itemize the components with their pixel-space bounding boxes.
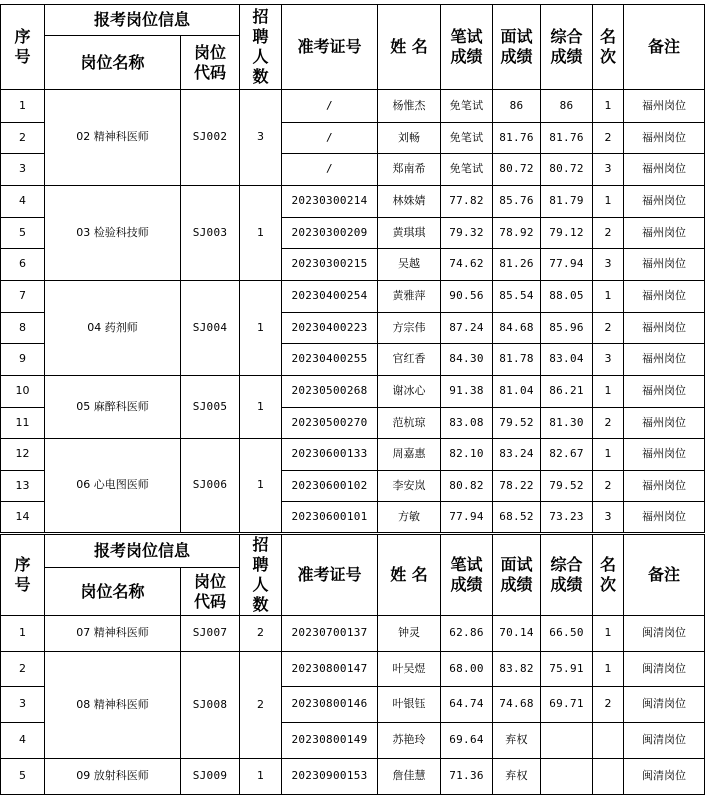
table-row bbox=[1, 439, 705, 471]
cell-seq: 5 bbox=[1, 759, 45, 795]
cell-interview-score: 74.68 bbox=[493, 687, 541, 723]
cell-post-code: SJ002 bbox=[181, 90, 240, 186]
cell-note: 福州岗位 bbox=[624, 408, 705, 439]
cell-post-code: SJ007 bbox=[181, 616, 240, 652]
cell-note: 闽清岗位 bbox=[624, 723, 705, 759]
cell-post-code: SJ006 bbox=[181, 439, 240, 533]
cell-total-score: 75.91 bbox=[541, 652, 593, 687]
cell-post-code: SJ009 bbox=[181, 759, 240, 795]
cell-total-score: 81.76 bbox=[541, 123, 593, 154]
cell-written-score: 69.64 bbox=[441, 723, 493, 759]
cell-exam-id: 20230800149 bbox=[282, 723, 378, 759]
table-row bbox=[1, 90, 705, 123]
cell-post-name: 09 放射科医师 bbox=[45, 759, 181, 795]
cell-written-score: 84.30 bbox=[441, 344, 493, 376]
cell-seq: 1 bbox=[1, 616, 45, 652]
cell-hires: 1 bbox=[240, 759, 282, 795]
cell-rank: 2 bbox=[593, 471, 624, 502]
header-note: 备注 bbox=[624, 5, 705, 90]
cell-interview-score: 85.76 bbox=[493, 186, 541, 218]
cell-post-name: 05 麻醉科医师 bbox=[45, 376, 181, 439]
header-post-name: 岗位名称 bbox=[45, 568, 181, 616]
cell-interview-score: 68.52 bbox=[493, 502, 541, 533]
cell-exam-id: / bbox=[282, 154, 378, 186]
header-post-name: 岗位名称 bbox=[45, 36, 181, 90]
cell-total-score: 66.50 bbox=[541, 616, 593, 652]
cell-written-score: 90.56 bbox=[441, 281, 493, 313]
cell-interview-score: 70.14 bbox=[493, 616, 541, 652]
cell-post-code: SJ008 bbox=[181, 652, 240, 759]
cell-exam-id: 20230500268 bbox=[282, 376, 378, 408]
cell-exam-id: 20230800146 bbox=[282, 687, 378, 723]
cell-written-score: 68.00 bbox=[441, 652, 493, 687]
cell-name: 黄琪琪 bbox=[378, 218, 441, 249]
header-name: 姓 名 bbox=[378, 5, 441, 90]
cell-interview-score: 78.92 bbox=[493, 218, 541, 249]
cell-name: 叶吴煜 bbox=[378, 652, 441, 687]
cell-total-score: 81.79 bbox=[541, 186, 593, 218]
cell-name: 李安岚 bbox=[378, 471, 441, 502]
cell-rank: 1 bbox=[593, 652, 624, 687]
cell-rank: 2 bbox=[593, 123, 624, 154]
table-row bbox=[1, 652, 705, 687]
header-post-code: 岗位代码 bbox=[181, 36, 240, 90]
cell-exam-id: 20230600101 bbox=[282, 502, 378, 533]
cell-interview-score: 86 bbox=[493, 90, 541, 123]
cell-note: 福州岗位 bbox=[624, 313, 705, 344]
header-total-score: 综合成绩 bbox=[541, 5, 593, 90]
cell-note: 福州岗位 bbox=[624, 439, 705, 471]
cell-name: 刘畅 bbox=[378, 123, 441, 154]
cell-total-score: 80.72 bbox=[541, 154, 593, 186]
cell-rank: 3 bbox=[593, 502, 624, 533]
cell-interview-score: 80.72 bbox=[493, 154, 541, 186]
cell-post-name: 03 检验科技师 bbox=[45, 186, 181, 281]
cell-written-score: 77.82 bbox=[441, 186, 493, 218]
header-note: 备注 bbox=[624, 535, 705, 616]
cell-interview-score: 81.04 bbox=[493, 376, 541, 408]
cell-seq: 12 bbox=[1, 439, 45, 471]
cell-seq: 6 bbox=[1, 249, 45, 281]
cell-hires: 1 bbox=[240, 376, 282, 439]
cell-seq: 1 bbox=[1, 90, 45, 123]
cell-total-score: 79.52 bbox=[541, 471, 593, 502]
cell-seq: 3 bbox=[1, 687, 45, 723]
cell-exam-id: 20230700137 bbox=[282, 616, 378, 652]
header-total-score: 综合成绩 bbox=[541, 535, 593, 616]
header-interview-score: 面试成绩 bbox=[493, 535, 541, 616]
cell-seq: 4 bbox=[1, 186, 45, 218]
cell-name: 郑南希 bbox=[378, 154, 441, 186]
header-post-info: 报考岗位信息 bbox=[45, 535, 240, 568]
cell-post-code: SJ004 bbox=[181, 281, 240, 376]
cell-total-score: 86.21 bbox=[541, 376, 593, 408]
cell-seq: 8 bbox=[1, 313, 45, 344]
cell-rank: 3 bbox=[593, 344, 624, 376]
header-seq: 序号 bbox=[1, 5, 45, 90]
cell-hires: 3 bbox=[240, 90, 282, 186]
cell-rank bbox=[593, 759, 624, 795]
cell-written-score: 83.08 bbox=[441, 408, 493, 439]
cell-interview-score: 81.76 bbox=[493, 123, 541, 154]
cell-seq: 13 bbox=[1, 471, 45, 502]
cell-seq: 14 bbox=[1, 502, 45, 533]
cell-post-name: 07 精神科医师 bbox=[45, 616, 181, 652]
header-rank: 名次 bbox=[593, 5, 624, 90]
table-row bbox=[1, 186, 705, 218]
header-rank: 名次 bbox=[593, 535, 624, 616]
cell-name: 谢冰心 bbox=[378, 376, 441, 408]
cell-hires: 1 bbox=[240, 186, 282, 281]
cell-name: 林姝婧 bbox=[378, 186, 441, 218]
cell-rank: 2 bbox=[593, 313, 624, 344]
cell-note: 福州岗位 bbox=[624, 502, 705, 533]
cell-interview-score: 81.78 bbox=[493, 344, 541, 376]
table-row bbox=[1, 376, 705, 408]
header-post-code: 岗位代码 bbox=[181, 568, 240, 616]
cell-total-score: 77.94 bbox=[541, 249, 593, 281]
cell-rank: 2 bbox=[593, 687, 624, 723]
header-exam-id: 准考证号 bbox=[282, 5, 378, 90]
cell-note: 闽清岗位 bbox=[624, 759, 705, 795]
cell-total-score bbox=[541, 759, 593, 795]
cell-seq: 10 bbox=[1, 376, 45, 408]
cell-post-code: SJ005 bbox=[181, 376, 240, 439]
cell-exam-id: 20230300214 bbox=[282, 186, 378, 218]
cell-name: 叶银钰 bbox=[378, 687, 441, 723]
cell-note: 福州岗位 bbox=[624, 471, 705, 502]
cell-exam-id: 20230500270 bbox=[282, 408, 378, 439]
cell-hires: 1 bbox=[240, 439, 282, 533]
cell-post-name: 04 药剂师 bbox=[45, 281, 181, 376]
cell-name: 方宗伟 bbox=[378, 313, 441, 344]
cell-total-score: 86 bbox=[541, 90, 593, 123]
header-exam-id: 准考证号 bbox=[282, 535, 378, 616]
cell-note: 福州岗位 bbox=[624, 281, 705, 313]
cell-exam-id: 20230300215 bbox=[282, 249, 378, 281]
header-hires: 招聘人数 bbox=[240, 535, 282, 616]
cell-written-score: 87.24 bbox=[441, 313, 493, 344]
cell-exam-id: 20230600102 bbox=[282, 471, 378, 502]
cell-note: 福州岗位 bbox=[624, 90, 705, 123]
cell-total-score: 88.05 bbox=[541, 281, 593, 313]
cell-written-score: 82.10 bbox=[441, 439, 493, 471]
cell-exam-id: 20230800147 bbox=[282, 652, 378, 687]
cell-interview-score: 弃权 bbox=[493, 723, 541, 759]
cell-seq: 3 bbox=[1, 154, 45, 186]
cell-name: 詹佳慧 bbox=[378, 759, 441, 795]
cell-note: 福州岗位 bbox=[624, 376, 705, 408]
cell-interview-score: 弃权 bbox=[493, 759, 541, 795]
cell-total-score bbox=[541, 723, 593, 759]
cell-rank: 1 bbox=[593, 186, 624, 218]
cell-name: 杨惟杰 bbox=[378, 90, 441, 123]
cell-interview-score: 84.68 bbox=[493, 313, 541, 344]
cell-written-score: 80.82 bbox=[441, 471, 493, 502]
table-row bbox=[1, 616, 705, 652]
cell-rank: 3 bbox=[593, 249, 624, 281]
cell-written-score: 64.74 bbox=[441, 687, 493, 723]
cell-note: 闽清岗位 bbox=[624, 687, 705, 723]
cell-total-score: 79.12 bbox=[541, 218, 593, 249]
cell-name: 周嘉惠 bbox=[378, 439, 441, 471]
cell-post-code: SJ003 bbox=[181, 186, 240, 281]
header-hires: 招聘人数 bbox=[240, 5, 282, 90]
cell-seq: 9 bbox=[1, 344, 45, 376]
cell-name: 吴越 bbox=[378, 249, 441, 281]
cell-total-score: 81.30 bbox=[541, 408, 593, 439]
cell-written-score: 62.86 bbox=[441, 616, 493, 652]
cell-total-score: 73.23 bbox=[541, 502, 593, 533]
cell-rank: 1 bbox=[593, 281, 624, 313]
cell-written-score: 91.38 bbox=[441, 376, 493, 408]
cell-rank bbox=[593, 723, 624, 759]
cell-name: 官红香 bbox=[378, 344, 441, 376]
cell-written-score: 71.36 bbox=[441, 759, 493, 795]
cell-note: 闽清岗位 bbox=[624, 616, 705, 652]
cell-total-score: 69.71 bbox=[541, 687, 593, 723]
cell-written-score: 79.32 bbox=[441, 218, 493, 249]
cell-exam-id: / bbox=[282, 123, 378, 154]
cell-hires: 1 bbox=[240, 281, 282, 376]
cell-name: 黄雅萍 bbox=[378, 281, 441, 313]
cell-seq: 7 bbox=[1, 281, 45, 313]
cell-written-score: 免笔试 bbox=[441, 90, 493, 123]
cell-name: 苏艳玲 bbox=[378, 723, 441, 759]
cell-interview-score: 79.52 bbox=[493, 408, 541, 439]
cell-note: 福州岗位 bbox=[624, 344, 705, 376]
cell-post-name: 02 精神科医师 bbox=[45, 90, 181, 186]
cell-exam-id: 20230300209 bbox=[282, 218, 378, 249]
table-row bbox=[1, 281, 705, 313]
results-table-fuzhou bbox=[0, 4, 705, 533]
cell-total-score: 85.96 bbox=[541, 313, 593, 344]
cell-seq: 5 bbox=[1, 218, 45, 249]
cell-written-score: 免笔试 bbox=[441, 123, 493, 154]
cell-interview-score: 85.54 bbox=[493, 281, 541, 313]
cell-exam-id: 20230400255 bbox=[282, 344, 378, 376]
table-row bbox=[1, 759, 705, 795]
cell-seq: 2 bbox=[1, 123, 45, 154]
cell-rank: 1 bbox=[593, 90, 624, 123]
cell-written-score: 77.94 bbox=[441, 502, 493, 533]
cell-rank: 2 bbox=[593, 218, 624, 249]
cell-rank: 1 bbox=[593, 439, 624, 471]
cell-total-score: 83.04 bbox=[541, 344, 593, 376]
cell-exam-id: 20230400254 bbox=[282, 281, 378, 313]
header-interview-score: 面试成绩 bbox=[493, 5, 541, 90]
cell-post-name: 08 精神科医师 bbox=[45, 652, 181, 759]
cell-rank: 2 bbox=[593, 408, 624, 439]
results-table-minqing bbox=[0, 534, 705, 795]
header-written-score: 笔试成绩 bbox=[441, 535, 493, 616]
cell-written-score: 免笔试 bbox=[441, 154, 493, 186]
cell-interview-score: 78.22 bbox=[493, 471, 541, 502]
cell-exam-id: 20230400223 bbox=[282, 313, 378, 344]
cell-name: 范杭琼 bbox=[378, 408, 441, 439]
cell-rank: 1 bbox=[593, 616, 624, 652]
cell-hires: 2 bbox=[240, 616, 282, 652]
cell-interview-score: 81.26 bbox=[493, 249, 541, 281]
cell-seq: 4 bbox=[1, 723, 45, 759]
cell-interview-score: 83.24 bbox=[493, 439, 541, 471]
cell-post-name: 06 心电图医师 bbox=[45, 439, 181, 533]
cell-note: 福州岗位 bbox=[624, 186, 705, 218]
cell-interview-score: 83.82 bbox=[493, 652, 541, 687]
cell-note: 福州岗位 bbox=[624, 154, 705, 186]
header-seq: 序号 bbox=[1, 535, 45, 616]
cell-note: 福州岗位 bbox=[624, 218, 705, 249]
cell-hires: 2 bbox=[240, 652, 282, 759]
cell-exam-id: 20230900153 bbox=[282, 759, 378, 795]
cell-exam-id: 20230600133 bbox=[282, 439, 378, 471]
cell-name: 方敏 bbox=[378, 502, 441, 533]
cell-written-score: 74.62 bbox=[441, 249, 493, 281]
cell-rank: 1 bbox=[593, 376, 624, 408]
cell-note: 福州岗位 bbox=[624, 123, 705, 154]
header-name: 姓 名 bbox=[378, 535, 441, 616]
header-post-info: 报考岗位信息 bbox=[45, 5, 240, 36]
cell-total-score: 82.67 bbox=[541, 439, 593, 471]
cell-rank: 3 bbox=[593, 154, 624, 186]
cell-note: 福州岗位 bbox=[624, 249, 705, 281]
cell-name: 钟灵 bbox=[378, 616, 441, 652]
cell-seq: 2 bbox=[1, 652, 45, 687]
cell-exam-id: / bbox=[282, 90, 378, 123]
cell-seq: 11 bbox=[1, 408, 45, 439]
cell-note: 闽清岗位 bbox=[624, 652, 705, 687]
header-written-score: 笔试成绩 bbox=[441, 5, 493, 90]
